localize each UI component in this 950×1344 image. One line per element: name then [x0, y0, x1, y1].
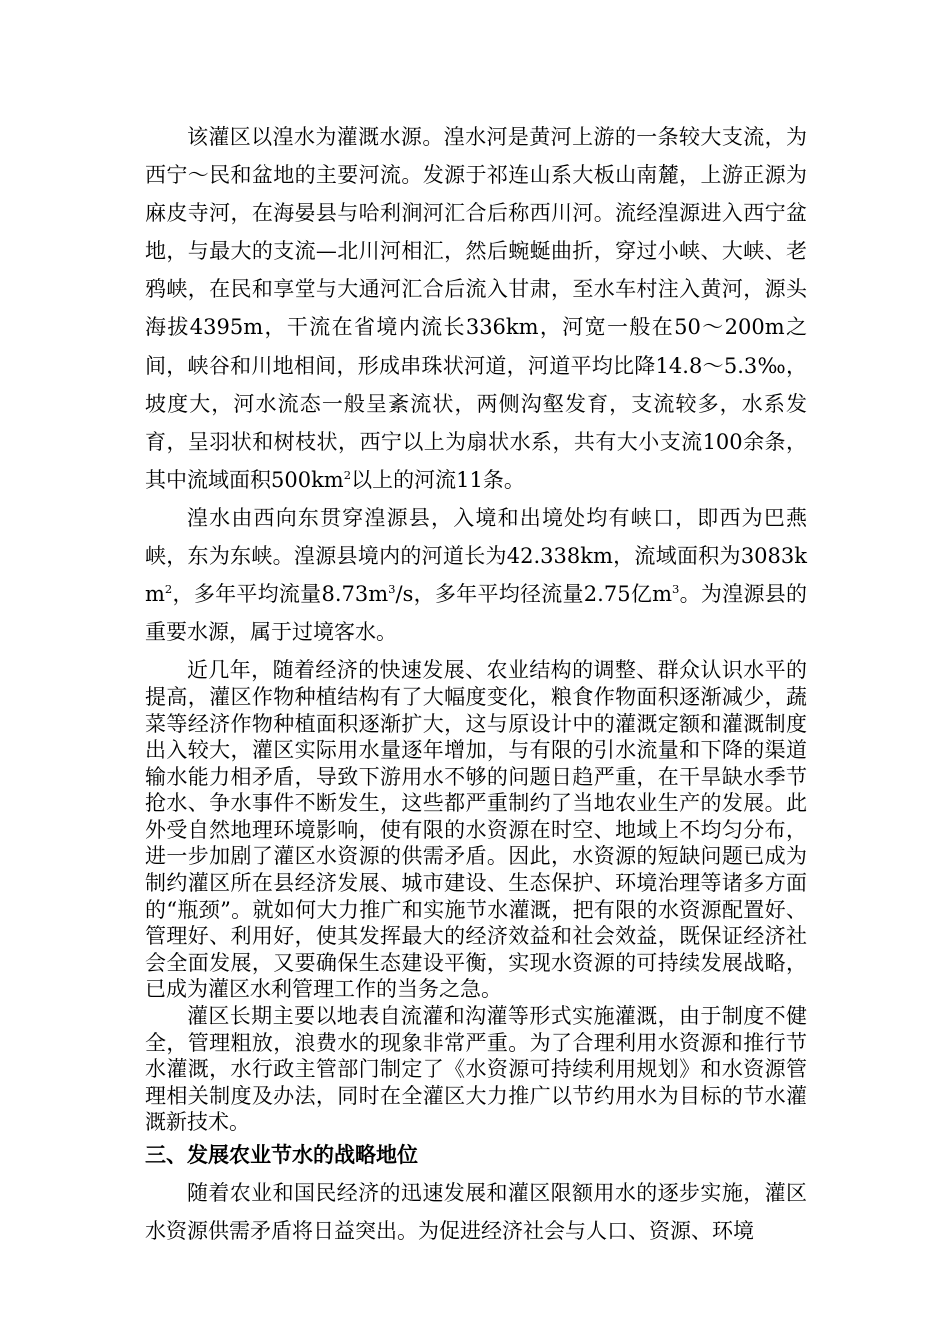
- section-heading: 三、发展农业节水的战略地位: [145, 1143, 418, 1167]
- paragraph-recent-years: [145, 657, 807, 1003]
- paragraph-huangyuan-county: [145, 499, 807, 651]
- paragraph-text: 随着农业和国民经济的迅速发展和灌区限额用水的逐步实施，灌区水资源供需矛盾将日益突出。为促进经济社会与人口、资源、环境: [145, 1181, 807, 1244]
- superscript: 3: [672, 582, 680, 597]
- paragraph-huangshui-river: [145, 118, 807, 499]
- paragraph-text: /s，多年平均径流量2.75亿m: [395, 582, 673, 607]
- paragraph-text: 灌区长期主要以地表自流灌和沟灌等形式实施灌溉，由于制度不健全，管理粗放，浪费水的现象非常严重。为了合理利用水资源和推行节水灌溉，水行政主管部门制定了《水资源可持续利用规划》和水资源管理相关制度及办法，同时在全灌区大力推广以节约用水为目标的节水灌溉新技术。: [145, 1004, 807, 1135]
- paragraph-text: 该灌区以湟水为灌溉水源。湟水河是黄河上游的一条较大支流，为西宁～民和盆地的主要河流。发源于祁连山系大板山南麓，上游正源为麻皮寺河，在海晏县与哈利涧河汇合后称西川河。流经湟源进入西宁盆地，与最大的支流—北川河相汇，然后蜿蜒曲折，穿过小峡、大峡、老鸦峡，在民和享堂与大通河汇合后流入甘肃，至水车村注入黄河，源头海拔4395m，干流在省境内流长336km，河宽一般在50～200m之间，峡谷和川地相间，形成串珠状河道，河道平均比降14.8～5.3‰，坡度大，河水流态一般呈紊流状，两侧沟壑发育，支流较多，水系发育，呈羽状和树枝状，西宁以上为扇状水系，共有大小支流100余条，其中流域面积500km: [145, 125, 807, 492]
- paragraph-text: 近几年，随着经济的快速发展、农业结构的调整、群众认识水平的提高，灌区作物种植结构有了大幅度变化，粮食作物面积逐渐减少，蔬菜等经济作物种植面积逐渐扩大，这与原设计中的灌溉定额和灌溉制度出入较大，灌区实际用水量逐年增加，与有限的引水流量和下降的渠道输水能力相矛盾，导致下游用水不够的问题日趋严重，在干旱缺水季节抢水、争水事件不断发生，这些都严重制约了当地农业生产的发展。此外受自然地理环境影响，使有限的水资源在时空、地域上不均匀分布，进一步加剧了灌区水资源的供需矛盾。因此，水资源的短缺问题已成为制约灌区所在县经济发展、城市建设、生态保护、环境治理等诸多方面的“瓶颈”。就如何大力推广和实施节水灌溉，把有限的水资源配置好、管理好、利用好，使其发挥最大的经济效益和社会效益，既保证经济社会全面发展，又要确保生态建设平衡，实现水资源的可持续发展战略，已成为灌区水利管理工作的当务之急。: [145, 658, 807, 1002]
- superscript: 2: [343, 467, 352, 482]
- paragraph-text: 湟水由西向东贯穿湟源县，入境和出境处均有峡口，即西为巴燕峡，东为东峡。湟源县境内的河道长为42.338km，流域面积为3083km: [145, 505, 807, 607]
- paragraph-text: ，多年平均流量8.73m: [172, 582, 389, 607]
- paragraph-strategic-position: [145, 1174, 807, 1250]
- document-page: [145, 118, 807, 1250]
- paragraph-text: 以上的河流11条。: [351, 467, 525, 492]
- paragraph-irrigation-management: [145, 1003, 807, 1136]
- paragraph-text: 。为湟源县的重要水源，属于过境客水。: [145, 582, 808, 645]
- superscript: 3: [388, 582, 396, 597]
- superscript: 2: [164, 582, 173, 597]
